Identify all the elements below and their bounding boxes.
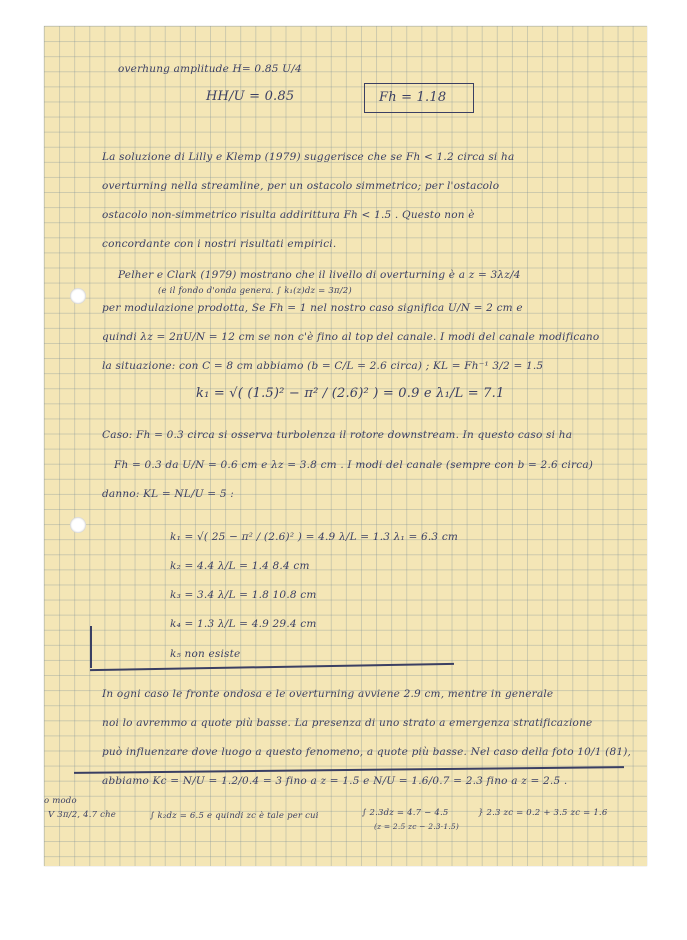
handwritten-line: abbiamo Kc = N/U = 1.2/0.4 = 3 fino a z = 1.5 e N/U = 1.6/0.7 = 2.3 fino a z = 2.5 . bbox=[102, 775, 568, 787]
bracket-line bbox=[90, 626, 92, 668]
integral-note: (z = 2.5 zc − 2.3·1.5) bbox=[374, 822, 460, 831]
margin-note: o modo bbox=[44, 796, 77, 806]
fh-value: Fh = 1.18 bbox=[379, 90, 447, 105]
ratio-line: HH/U = 0.85 bbox=[206, 89, 295, 104]
fh-box bbox=[364, 83, 474, 113]
handwritten-line: La soluzione di Lilly e Klemp (1979) suggerisce che se Fh < 1.2 circa si ha bbox=[102, 151, 515, 163]
integral-note: ∫ k₂dz = 6.5 e quindi zc è tale per cui bbox=[150, 811, 319, 821]
punch-hole bbox=[70, 288, 86, 304]
underline bbox=[90, 663, 454, 671]
handwritten-line: può influenzare dove luogo a questo fenomeno, a quote più basse. Nel caso della foto 10/1 (81), bbox=[102, 746, 632, 758]
handwritten-line: ostacolo non-simmetrico risulta addirittura Fh < 1.5 . Questo non è bbox=[102, 209, 475, 221]
handwritten-line: overturning nella streamline, per un ostacolo simmetrico; per l'ostacolo bbox=[102, 180, 500, 192]
handwritten-line: quindi λz = 2πU/N = 12 cm se non c'è fino al top del canale. I modi del canale modificano bbox=[102, 331, 600, 343]
mode-row: k₄ = 1.3 λ/L = 4.9 29.4 cm bbox=[170, 618, 317, 630]
margin-note: V 3π/2, 4.7 che bbox=[48, 810, 116, 820]
punch-hole bbox=[70, 517, 86, 533]
handwritten-line: Pelher e Clark (1979) mostrano che il livello di overturning è a z = 3λz/4 bbox=[118, 269, 521, 281]
handwritten-line: la situazione: con C = 8 cm abbiamo (b = C/L = 2.6 circa) ; KL = Fh⁻¹ 3/2 = 1.5 bbox=[102, 360, 544, 372]
mode-row: k₁ = √( 25 − π² / (2.6)² ) = 4.9 λ/L = 1.3 λ₁ = 6.3 cm bbox=[170, 531, 459, 543]
handwritten-line: Fh = 0.3 da U/N = 0.6 cm e λz = 3.8 cm . I modi del canale (sempre con b = 2.6 circa) bbox=[114, 459, 594, 471]
notebook-page bbox=[44, 26, 647, 866]
mode-row: k₃ = 3.4 λ/L = 1.8 10.8 cm bbox=[170, 589, 317, 601]
equation-k1: k₁ = √( (1.5)² − π² / (2.6)² ) = 0.9 e λ₁/L = 7.1 bbox=[196, 386, 505, 401]
integral-note: ∫ 2.3dz = 4.7 − 4.5 bbox=[362, 808, 449, 818]
handwritten-line: noi lo avremmo a quote più basse. La presenza di uno strato a emergenza stratificazione bbox=[102, 717, 593, 729]
handwritten-line: concordante con i nostri risultati empirici. bbox=[102, 238, 337, 250]
mode-row: k₂ = 4.4 λ/L = 1.4 8.4 cm bbox=[170, 560, 310, 572]
overturning-amplitude-line: overhung amplitude H= 0.85 U/4 bbox=[118, 63, 302, 75]
integral-note: } 2.3 zc = 0.2 + 3.5 zc = 1.6 bbox=[478, 808, 608, 818]
underline bbox=[74, 766, 624, 773]
mode-row: k₅ non esiste bbox=[170, 648, 241, 660]
handwritten-line: danno: KL = NL/U = 5 : bbox=[102, 488, 234, 500]
handwritten-line: per modulazione prodotta, Se Fh = 1 nel nostro caso significa U/N = 2 cm e bbox=[102, 302, 523, 314]
handwritten-line: In ogni caso le fronte ondosa e le overturning avviene 2.9 cm, mentre in generale bbox=[102, 688, 554, 700]
handwritten-line: Caso: Fh = 0.3 circa si osserva turbolenza il rotore downstream. In questo caso si ha bbox=[102, 429, 573, 441]
handwritten-note: (e il fondo d'onda genera. ∫ k₁(z)dz = 3π/2) bbox=[158, 286, 352, 296]
